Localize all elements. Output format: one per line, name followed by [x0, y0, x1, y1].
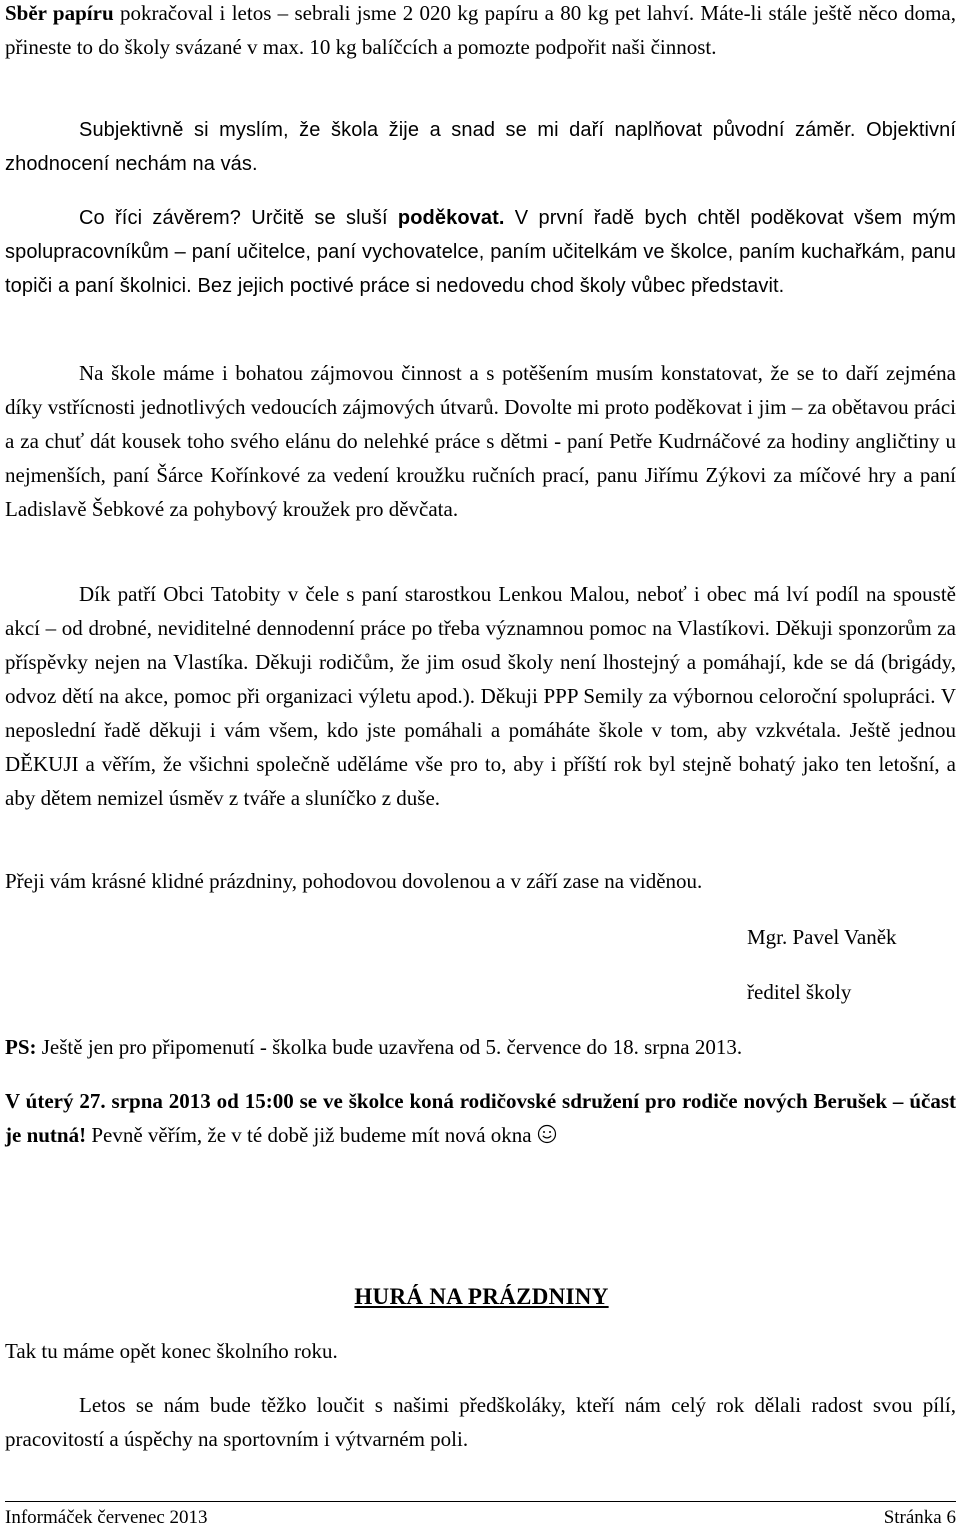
- page-footer: [5, 1501, 956, 1530]
- signature-name: Mgr. Pavel Vaněk: [747, 925, 897, 949]
- meeting-bold: V úterý 27. srpna 2013 od 15:00 se ve školce koná rodičovské sdružení pro rodiče nových Berušek – účast je nutná!: [5, 1089, 956, 1147]
- school-year-end-paragraph: [5, 1334, 338, 1368]
- paper-collection-lead: Sběr papíru: [5, 1, 114, 25]
- paper-collection-text: pokračoval i letos – sebrali jsme 2 020 kg papíru a 80 kg pet lahví. Máte-li stále ještě něco doma, přineste to do školy svázané v max. 10 kg balíčcích a pomozte podpořit naši činnost.: [5, 1, 956, 59]
- signature-role: ředitel školy: [747, 980, 852, 1004]
- holiday-wish-text: Přeji vám krásné klidné prázdniny, pohodovou dovolenou a v září zase na viděnou.: [5, 869, 703, 893]
- meeting-paragraph: [5, 1084, 956, 1154]
- smiley-icon: [537, 1120, 557, 1154]
- activities-text: Na škole máme i bohatou zájmovou činnost a s potěšením musím konstatovat, že se to daří zejména díky vstřícnosti jednotlivých vedoucích zájmových útvarů. Dovolte mi proto poděkovat i jim – za obětavou práci a za chuť dát kousek toho svého elánu do nelehké práce s dětmi - paní Petře Kudrnáčové za hodiny angličtiny u nejmenších, paní Šárce Kořínkové za vedení kroužku ručních prací, panu Jiřímu Zýkovi za míčové hry a paní Ladislavě Šebkové za pohybový kroužek pro děvčata.: [5, 361, 956, 521]
- holiday-heading: [5, 1280, 956, 1314]
- holiday-heading-text: HURÁ NA PRÁZDNINY: [354, 1284, 609, 1309]
- paper-collection-paragraph: [5, 0, 956, 64]
- preschoolers-text: Letos se nám bude těžko loučit s našimi předškoláky, kteří nám celý rok dělali radost svou pílí, pracovitostí a úspěchy na sportovním i výtvarném poli.: [5, 1393, 956, 1451]
- village-thanks-text: Dík patří Obci Tatobity v čele s paní starostkou Lenkou Malou, neboť i obec má lví podíl na spoustě akcí – od drobné, neviditelné dennodenní práce po třeba významnou pomoc na Vlastíkovi. Děkuji sponzorům za příspěvky nejen na Vlastíka. Děkuji rodičům, že jim osud školy není lhostejný a pomáhají, kde se dá (brigády, odvoz dětí na akce, pomoc při organizaci výletu apod.). Děkuji PPP Semily za výbornou celoroční spolupráci. V neposlední řadě děkuji i vám všem, kdo jste pomáhali a pomáháte škole v tom, aby vzkvétala. Ještě jednou DĚKUJI a věřím, že všichni společně uděláme vše pro to, aby i příští rok byl stejně bohatý jako ten letošní, a aby dětem nemizel úsměv z tváře a sluníčko z duše.: [5, 582, 956, 810]
- ps-paragraph: [5, 1030, 742, 1064]
- village-thanks-paragraph: [5, 577, 956, 815]
- activities-paragraph: [5, 356, 956, 526]
- preschoolers-paragraph: [5, 1388, 956, 1456]
- school-year-end-text: Tak tu máme opět konec školního roku.: [5, 1339, 338, 1363]
- ps-text: Ještě jen pro připomenutí - školka bude uzavřena od 5. července do 18. srpna 2013.: [36, 1035, 743, 1059]
- holiday-wish-paragraph: [5, 864, 702, 898]
- thanks-paragraph: [5, 201, 956, 303]
- footer-publication: Informáček červenec 2013: [5, 1507, 208, 1528]
- subjective-paragraph: [5, 113, 956, 181]
- subjective-text: Subjektivně si myslím, že škola žije a snad se mi daří naplňovat původní záměr. Objektivní zhodnocení nechám na vás.: [5, 119, 956, 175]
- thanks-text: V první řadě bych chtěl poděkovat všem mým spolupracovníkům – paní učitelce, paní vychovatelce, paním učitelkám ve školce, paním kuchařkám, panu topiči a paní školnici. Bez jejich poctivé práce si nedovedu chod školy vůbec představit.: [5, 207, 956, 297]
- thanks-lead: Co říci závěrem? Určitě se sluší: [79, 207, 398, 229]
- thanks-bold: poděkovat.: [397, 207, 505, 229]
- meeting-text: Pevně věřím, že v té době již budeme mít nová okna: [86, 1123, 537, 1147]
- footer-page-number: Stránka 6: [883, 1507, 956, 1528]
- ps-label: PS:: [5, 1035, 37, 1059]
